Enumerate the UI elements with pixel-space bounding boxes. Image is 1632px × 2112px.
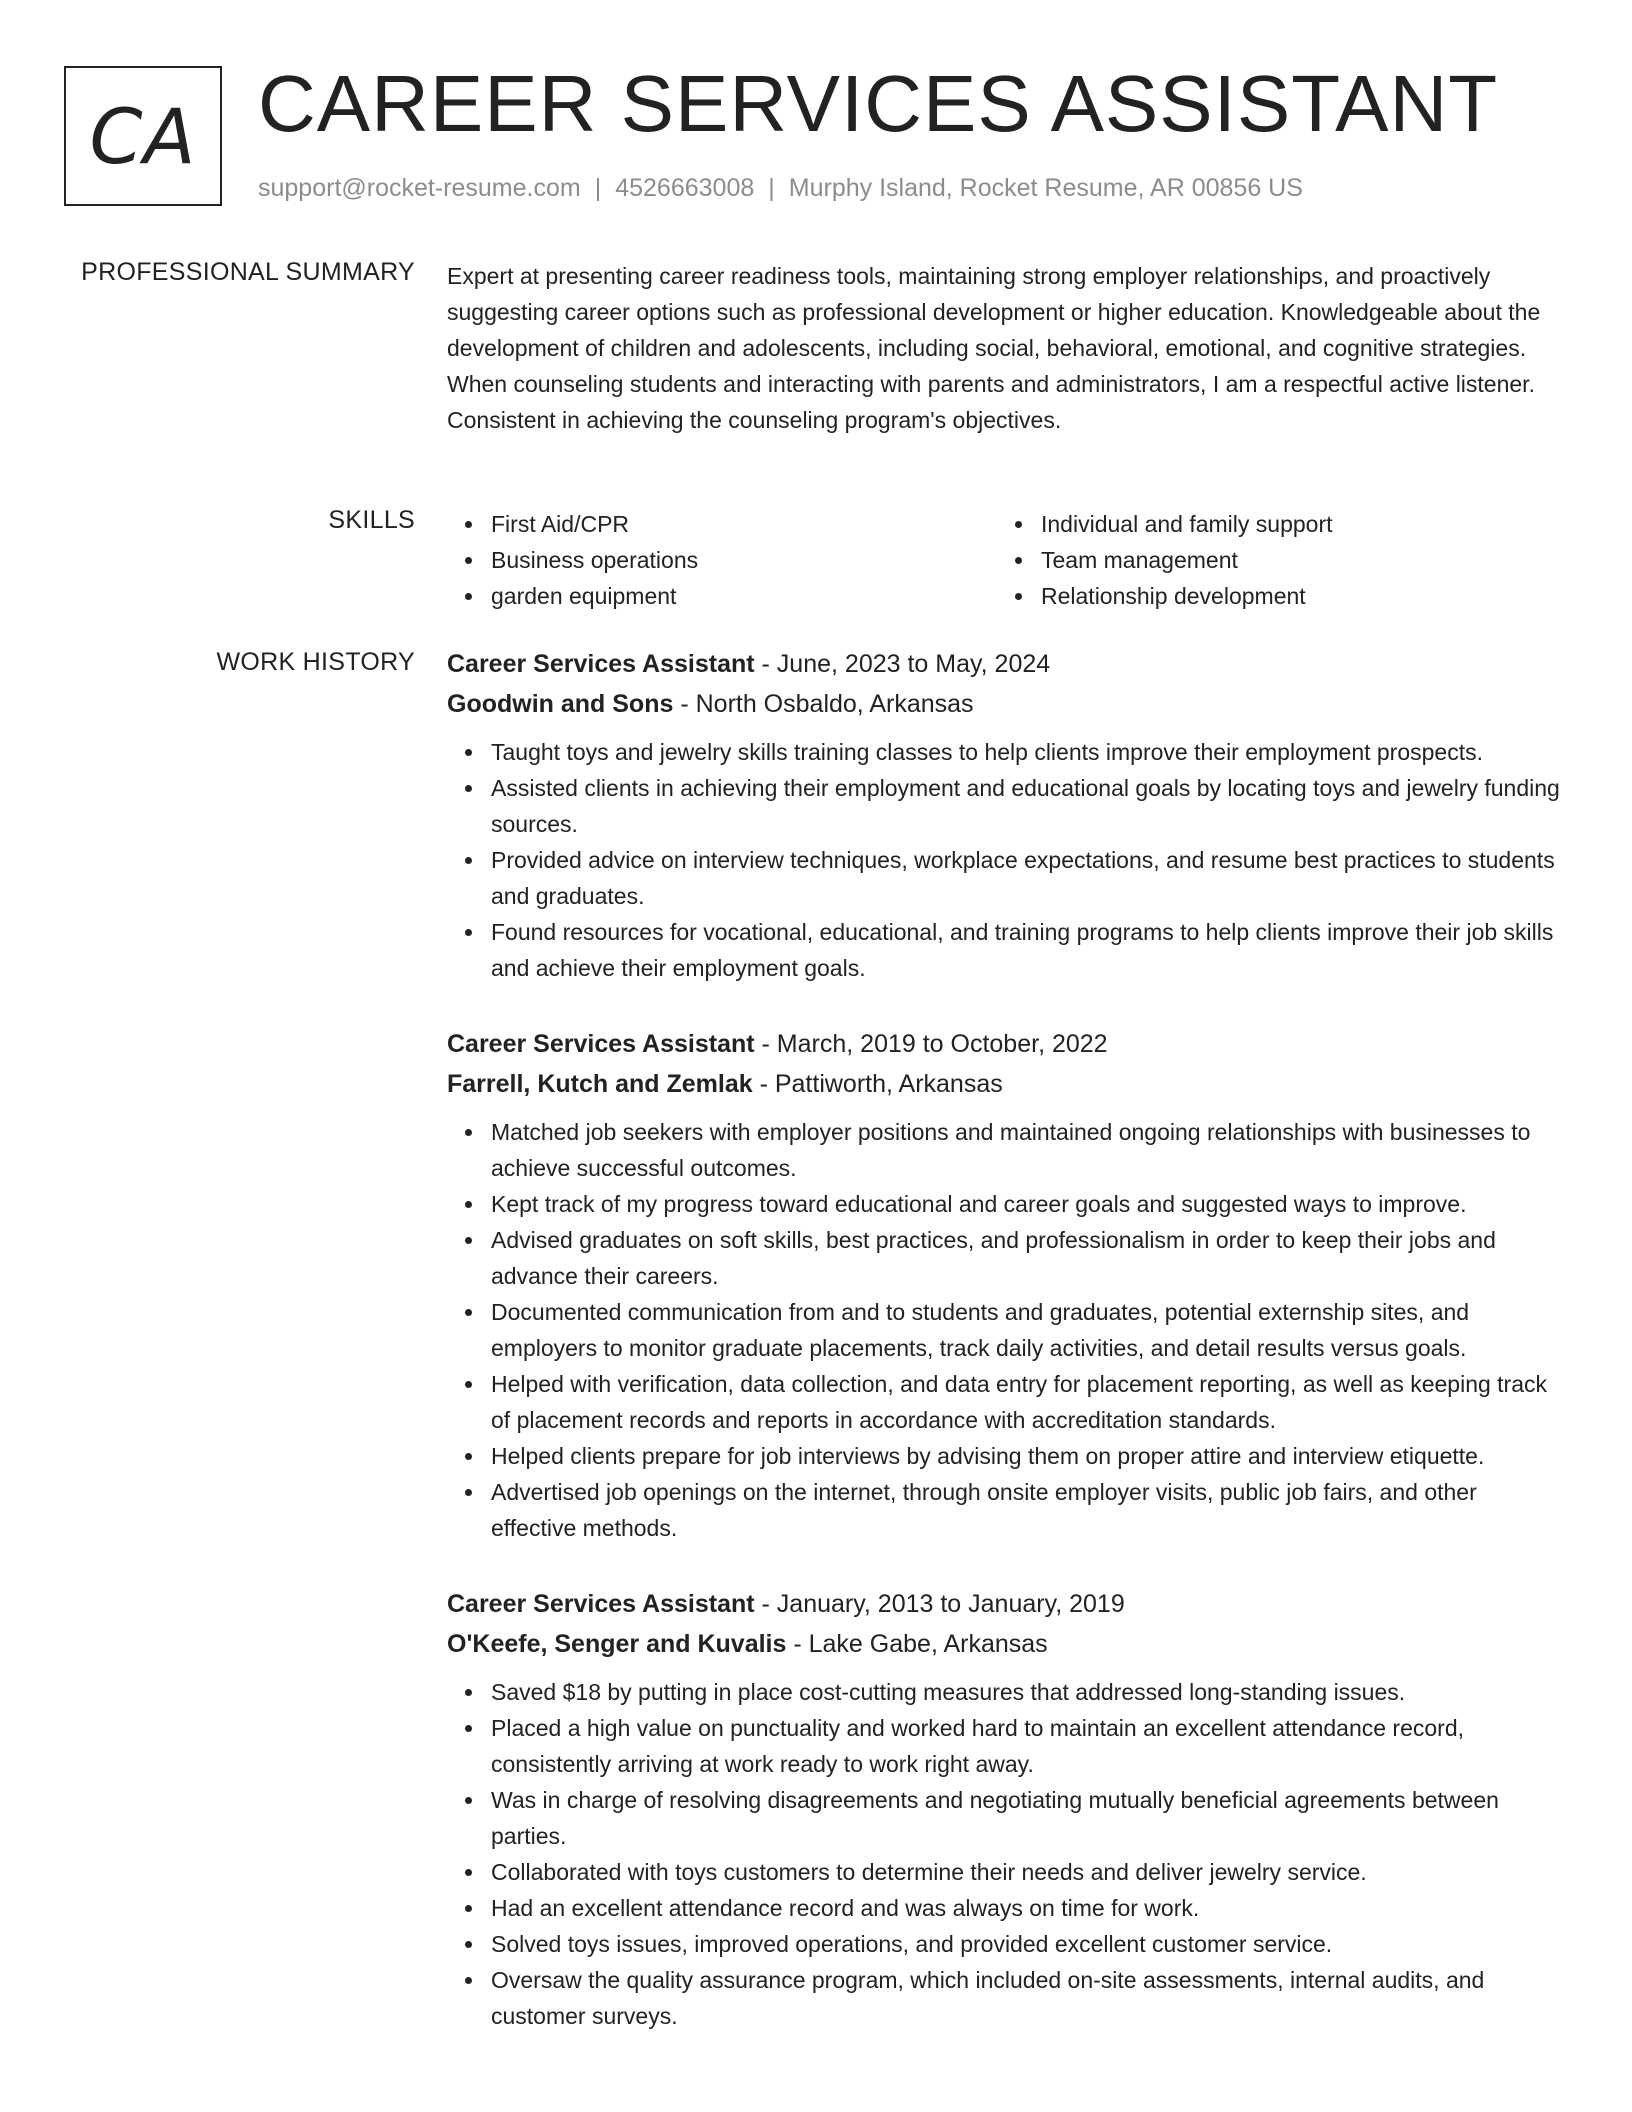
job-bullet: Helped with verification, data collection, and data entry for placement reporting, as well as keeping track of placement records and reports in accordance with accreditation standards. — [447, 1366, 1567, 1438]
job-bullet: Solved toys issues, improved operations, and provided excellent customer service. — [447, 1926, 1567, 1962]
contact-phone: 4526663008 — [615, 174, 755, 202]
job-company-line — [447, 1064, 1567, 1104]
job-location: - Lake Gabe, Arkansas — [786, 1630, 1048, 1658]
job-entry — [447, 1024, 1567, 1546]
skills-column-right — [997, 506, 1547, 614]
job-bullet: Advertised job openings on the internet, through onsite employer visits, public job fairs, and other effective methods. — [447, 1474, 1567, 1546]
job-bullet: Placed a high value on punctuality and worked hard to maintain an excellent attendance record, consistently arriving at work ready to work right away. — [447, 1710, 1567, 1782]
job-bullet: Helped clients prepare for job interviews by advising them on proper attire and interview etiquette. — [447, 1438, 1567, 1474]
job-title-line — [447, 1024, 1567, 1064]
job-bullet: Kept track of my progress toward educational and career goals and suggested ways to improve. — [447, 1186, 1567, 1222]
job-bullet: Found resources for vocational, educational, and training programs to help clients improve their job skills and achieve their employment goals. — [447, 914, 1567, 986]
skill-item: Business operations — [447, 542, 997, 578]
job-bullet: Oversaw the quality assurance program, which included on-site assessments, internal audits, and customer surveys. — [447, 1962, 1567, 2034]
skill-item: Individual and family support — [997, 506, 1547, 542]
contact-separator: | — [594, 174, 602, 202]
section-label-work: WORK HISTORY — [216, 648, 415, 676]
contact-address: Murphy Island, Rocket Resume, AR 00856 US — [788, 174, 1303, 202]
skills-column-left — [447, 506, 997, 614]
summary-body — [447, 258, 1567, 438]
job-bullets — [447, 1114, 1567, 1546]
job-company: Goodwin and Sons — [447, 690, 674, 718]
job-company: O'Keefe, Senger and Kuvalis — [447, 1630, 787, 1658]
section-label-summary: PROFESSIONAL SUMMARY — [81, 258, 415, 286]
job-bullet: Had an excellent attendance record and was always on time for work. — [447, 1890, 1567, 1926]
monogram-text: CA — [89, 91, 197, 181]
job-dates: - January, 2013 to January, 2019 — [754, 1590, 1125, 1618]
job-bullet: Was in charge of resolving disagreements and negotiating mutually beneficial agreements between parties. — [447, 1782, 1567, 1854]
contact-separator: | — [768, 174, 775, 202]
job-title: Career Services Assistant — [447, 1030, 755, 1058]
job-bullet: Provided advice on interview techniques, workplace expectations, and resume best practices to students and graduates. — [447, 842, 1567, 914]
job-title-line — [447, 1584, 1567, 1624]
summary-text: Expert at presenting career readiness tools, maintaining strong employer relationships, and proactively suggesting career options such as professional development or higher education. Knowledgeable about the development of children and adolescents, including social, behavioral, emotional, and cognitive strategies. When counseling students and interacting with parents and administrators, I am a respectful active listener. Consistent in achieving the counseling program's objectives. — [447, 263, 1541, 433]
work-body — [447, 644, 1567, 2072]
job-bullet: Saved $18 by putting in place cost-cutting measures that addressed long-standing issues. — [447, 1674, 1567, 1710]
skill-item: Relationship development — [997, 578, 1547, 614]
job-location: - Pattiworth, Arkansas — [752, 1070, 1003, 1098]
job-title: Career Services Assistant — [447, 650, 755, 678]
skill-item: First Aid/CPR — [447, 506, 997, 542]
job-bullet: Documented communication from and to students and graduates, potential externship sites, and employers to monitor graduate placements, track daily activities, and detail results versus goals. — [447, 1294, 1567, 1366]
job-bullets — [447, 734, 1567, 986]
job-company-line — [447, 684, 1567, 724]
candidate-name: CAREER SERVICES ASSISTANT — [258, 59, 1499, 148]
skill-item: garden equipment — [447, 578, 997, 614]
job-bullet: Taught toys and jewelry skills training classes to help clients improve their employment prospects. — [447, 734, 1567, 770]
job-entry — [447, 1584, 1567, 2034]
skills-body — [447, 506, 1567, 614]
section-label-skills: SKILLS — [328, 506, 415, 534]
job-bullet: Assisted clients in achieving their employment and educational goals by locating toys and jewelry funding sources. — [447, 770, 1567, 842]
skill-item: Team management — [997, 542, 1547, 578]
contact-email: support@rocket-resume.com — [258, 174, 581, 202]
job-title-line — [447, 644, 1567, 684]
job-title: Career Services Assistant — [447, 1590, 755, 1618]
monogram-logo — [64, 66, 222, 206]
job-company: Farrell, Kutch and Zemlak — [447, 1070, 753, 1098]
job-entry — [447, 644, 1567, 986]
job-dates: - June, 2023 to May, 2024 — [754, 650, 1051, 678]
contact-line — [258, 174, 1303, 203]
job-bullet: Collaborated with toys customers to determine their needs and deliver jewelry service. — [447, 1854, 1567, 1890]
job-company-line — [447, 1624, 1567, 1664]
job-bullet: Matched job seekers with employer positions and maintained ongoing relationships with businesses to achieve successful outcomes. — [447, 1114, 1567, 1186]
job-dates: - March, 2019 to October, 2022 — [754, 1030, 1108, 1058]
skills-grid — [447, 506, 1567, 614]
job-bullets — [447, 1674, 1567, 2034]
job-location: - North Osbaldo, Arkansas — [673, 690, 974, 718]
job-bullet: Advised graduates on soft skills, best practices, and professionalism in order to keep their jobs and advance their careers. — [447, 1222, 1567, 1294]
